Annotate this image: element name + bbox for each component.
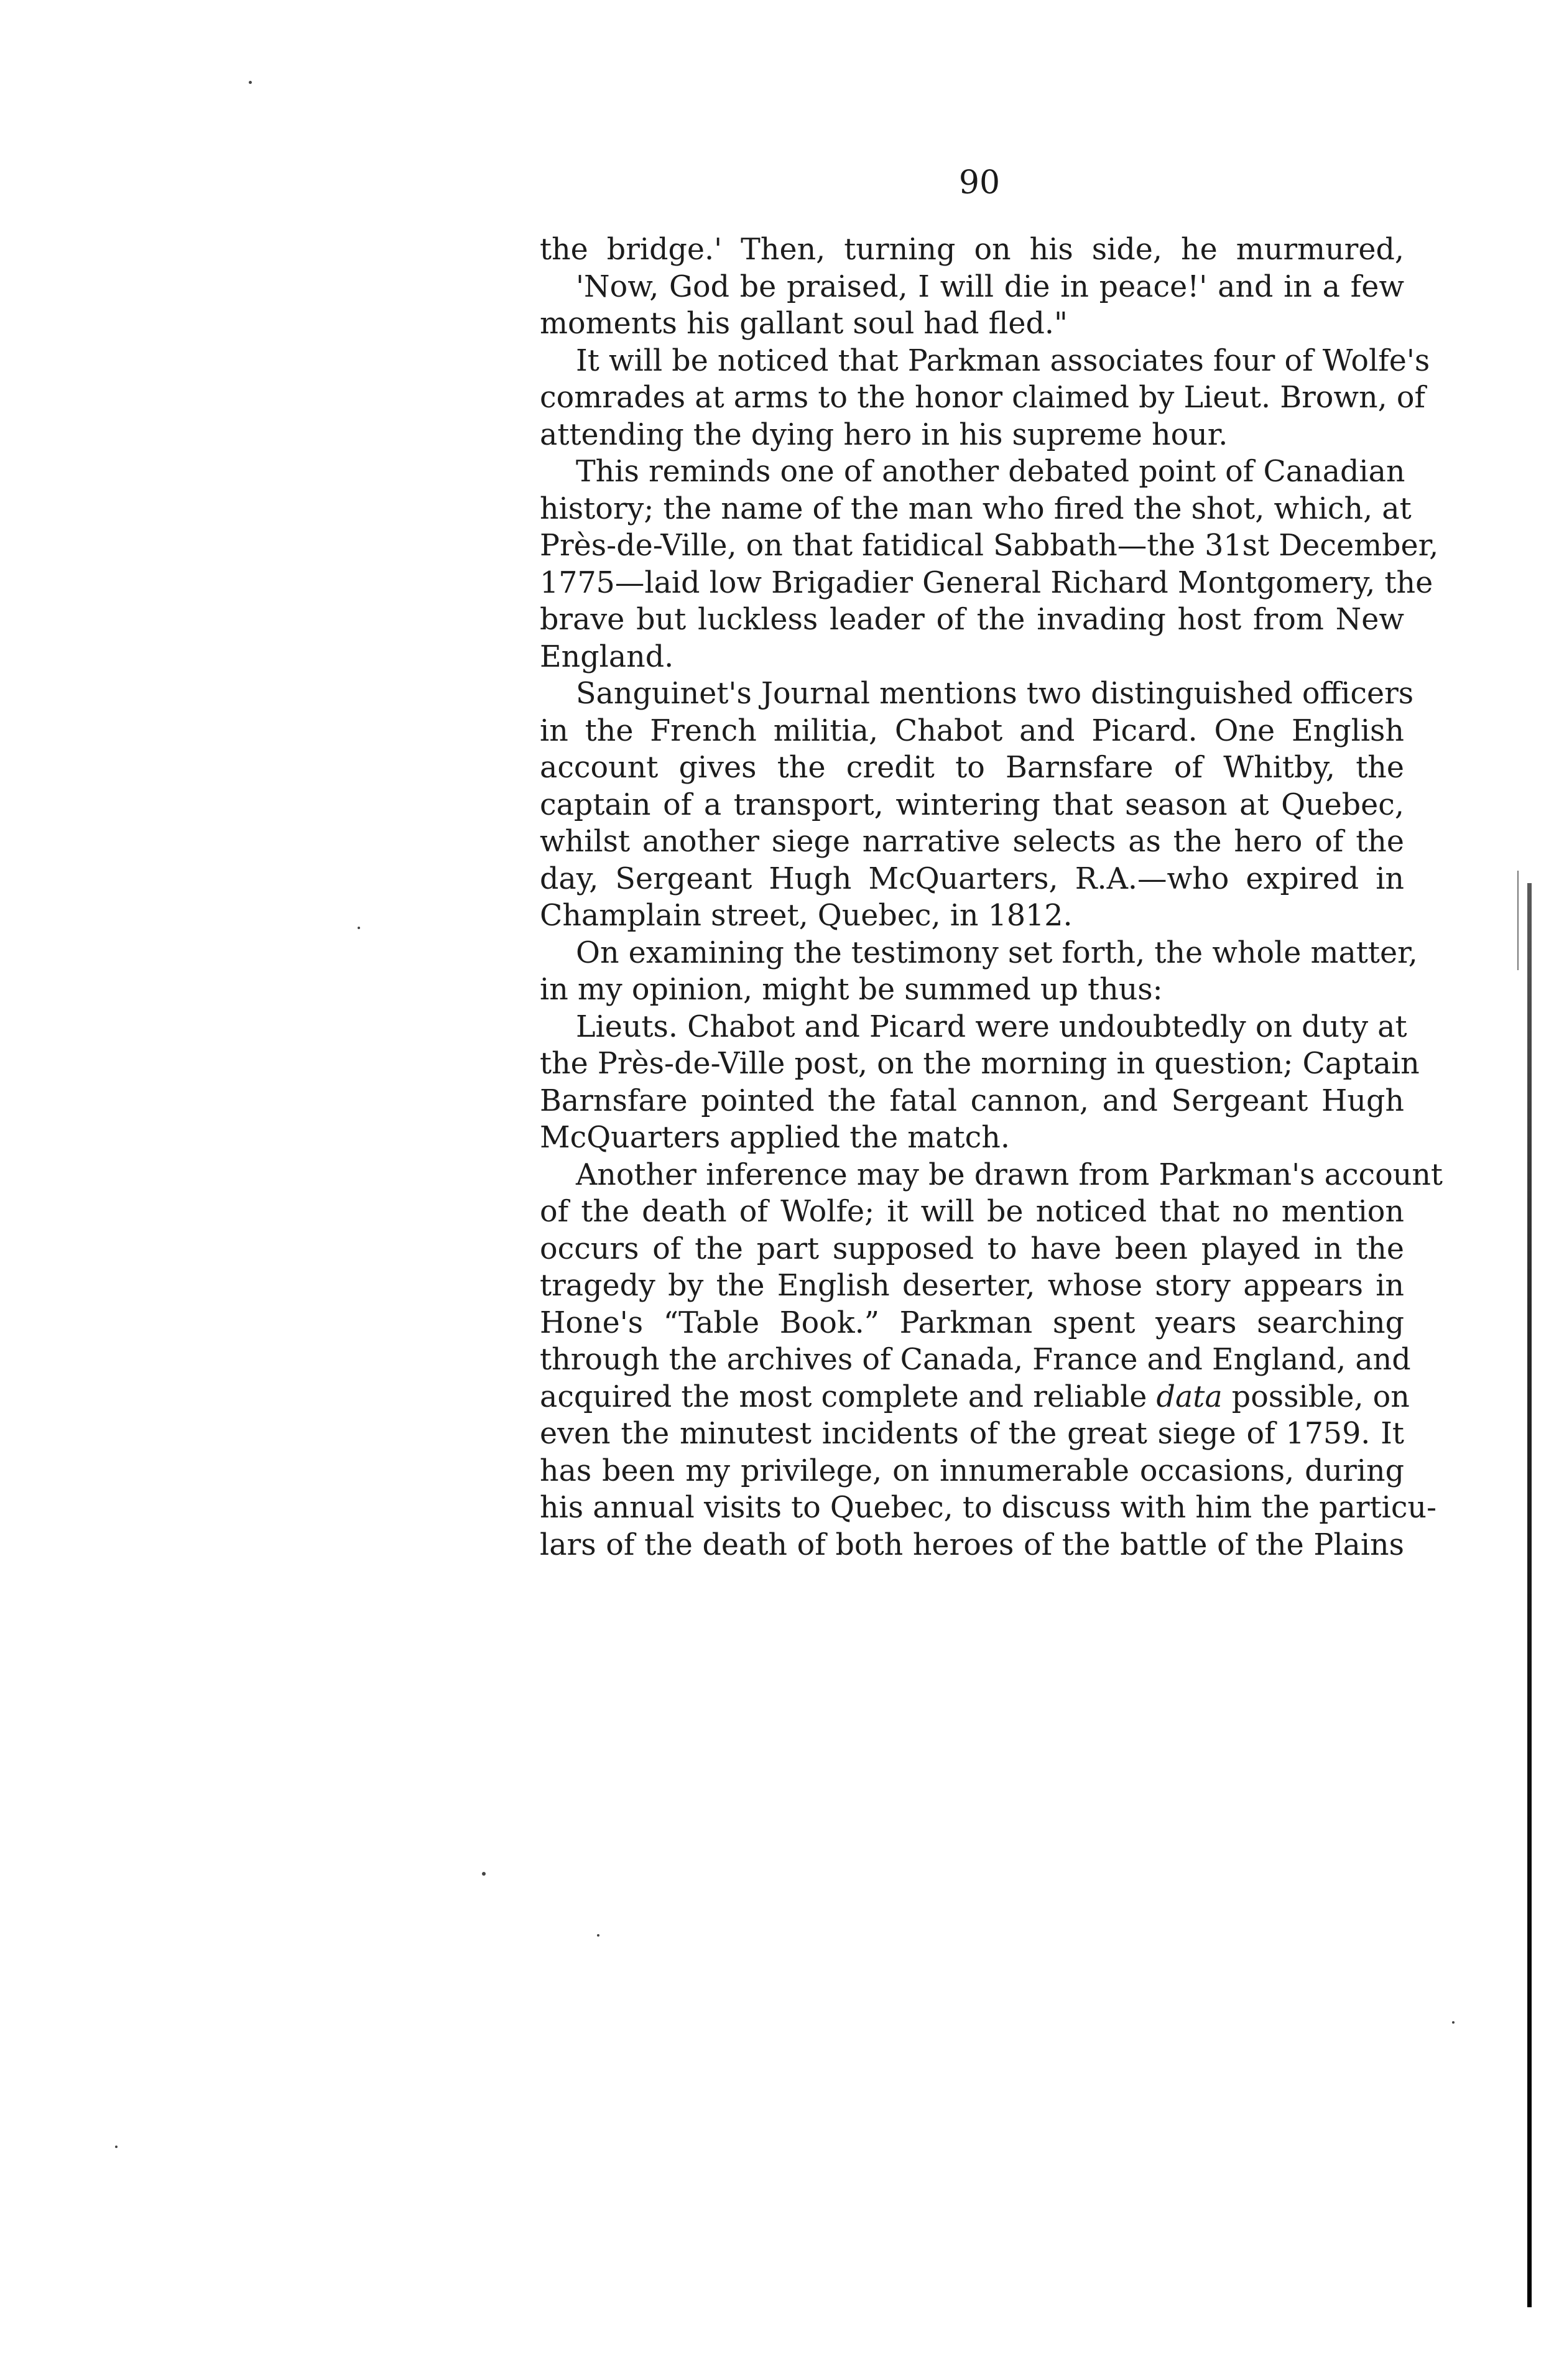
text-line: occurs of the part supposed to have been played in the	[540, 1231, 1404, 1266]
text-line: brave but luckless leader of the invading host from New	[540, 603, 1404, 637]
text-line: England.	[540, 639, 674, 674]
text-line: has been my privilege, on innumerable occasions, during	[540, 1453, 1404, 1488]
scan-edge-mark	[1517, 871, 1519, 970]
text-line: comrades at arms to the honor claimed by Lieut. Brown, of	[540, 381, 1426, 415]
text-line: On examining the testimony set forth, the whole matter,	[576, 935, 1418, 970]
paragraph-2	[540, 343, 1430, 454]
text-line: whilst another siege narrative selects as the hero of the	[540, 825, 1404, 859]
text-line: Près-de-Ville, on that fatidical Sabbath—the 31st December,	[540, 529, 1439, 563]
paragraph-4	[540, 675, 1414, 935]
paragraph-1	[540, 231, 1404, 343]
text-line: the Près-de-Ville post, on the morning in question; Captain	[540, 1047, 1420, 1081]
text-line: Lieuts. Chabot and Picard were undoubtedly on duty at	[576, 1009, 1407, 1044]
text-line: in the French militia, Chabot and Picard. One English	[540, 713, 1404, 748]
scan-speck	[482, 1872, 486, 1876]
text-segment: acquired the most complete and reliable	[540, 1379, 1147, 1414]
body-text	[540, 231, 1443, 1563]
scan-speck	[249, 81, 252, 84]
text-line: of the death of Wolfe; it will be noticed that no mention	[540, 1195, 1404, 1229]
text-line: the bridge.' Then, turning on his side, he murmured,	[540, 233, 1404, 267]
scan-speck	[358, 927, 360, 929]
text-line: in my opinion, might be summed up thus:	[540, 973, 1163, 1007]
text-line: through the archives of Canada, France and England, and	[540, 1343, 1411, 1377]
scan-speck	[597, 1934, 599, 1937]
text-line: This reminds one of another debated point of Canadian	[576, 455, 1405, 489]
paragraph-6	[540, 1009, 1420, 1157]
text-line: history; the name of the man who fired the shot, which, at	[540, 491, 1412, 526]
text-line: Champlain street, Quebec, in 1812.	[540, 899, 1073, 933]
paragraph-3	[540, 453, 1439, 675]
paragraph-5	[540, 935, 1418, 1009]
text-line-with-italic	[540, 1379, 1410, 1416]
text-line: Hone's “Table Book.” Parkman spent years searching	[540, 1305, 1404, 1340]
text-line: account gives the credit to Barnsfare of Whitby, the	[540, 751, 1404, 785]
text-line: lars of the death of both heroes of the battle of the Plains	[540, 1527, 1404, 1562]
text-line: 1775—laid low Brigadier General Richard Montgomery, the	[540, 565, 1433, 600]
italic-word: data	[1156, 1379, 1223, 1414]
text-line: Sanguinet's Journal mentions two distinguished officers	[576, 677, 1414, 711]
text-line: 'Now, God be praised, I will die in peace!' and in a few	[576, 269, 1404, 304]
page-number: 90	[958, 164, 1001, 201]
text-line: day, Sergeant Hugh McQuarters, R.A.—who expired in	[540, 861, 1404, 896]
text-line: McQuarters applied the match.	[540, 1121, 1010, 1155]
text-line: Barnsfare pointed the fatal cannon, and Sergeant Hugh	[540, 1083, 1404, 1118]
paragraph-7	[540, 1157, 1443, 1564]
text-segment: possible, on	[1231, 1379, 1410, 1414]
page-edge-shadow	[1527, 883, 1532, 2307]
text-line: moments his gallant soul had fled."	[540, 307, 1068, 341]
text-line: his annual visits to Quebec, to discuss with him the particu-	[540, 1491, 1437, 1525]
scan-speck	[1452, 2021, 1455, 2024]
text-line: even the minutest incidents of the great siege of 1759. It	[540, 1417, 1404, 1451]
scan-speck	[115, 2146, 118, 2148]
text-line: attending the dying hero in his supreme hour.	[540, 417, 1228, 452]
text-line: captain of a transport, wintering that season at Quebec,	[540, 787, 1404, 822]
text-line: It will be noticed that Parkman associates four of Wolfe's	[576, 343, 1430, 378]
text-line: Another inference may be drawn from Parkman's account	[576, 1157, 1443, 1192]
text-line: tragedy by the English deserter, whose story appears in	[540, 1269, 1404, 1303]
